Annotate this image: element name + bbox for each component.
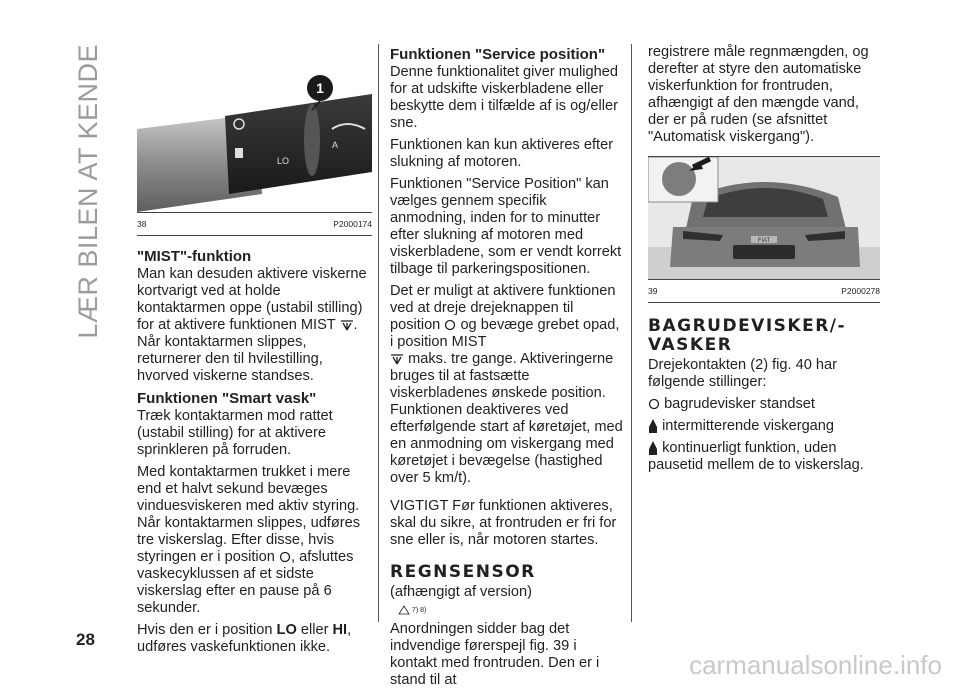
service-position-heading: Funktionen "Service position" bbox=[390, 46, 606, 63]
rear-wiper-item-intermittent: intermitterende viskergang bbox=[648, 418, 880, 435]
smart-wash-p2: Med kontaktarmen trukket i mere end et halvt sekund bevæges vinduesviskeren med aktiv styring. Når kontaktarmen slippes, udføres tre viskerslag. Efter disse, hvis styringen er i position , afsluttes vaskecyklussen af et sidste viskerslag efter en pause på 6 sekunder. bbox=[137, 464, 361, 616]
rear-wiper-heading: BAGRUDEVISKER/-VASKER bbox=[648, 316, 847, 355]
service-p3: Funktionen "Service Position" kan vælges gennem specifik anmodning, inden for to minutter efter slukning af motoren med viskerbladene, som er vendt korrekt tilbage til parkeringspositionen. bbox=[390, 176, 622, 277]
figure-39 bbox=[648, 156, 880, 280]
wiper-stalk-image bbox=[137, 44, 372, 212]
column-divider-2 bbox=[631, 44, 632, 622]
off-position-icon bbox=[444, 319, 456, 331]
off-position-icon bbox=[648, 398, 660, 410]
smart-wash-heading: Funktionen "Smart vask" bbox=[137, 390, 317, 407]
rear-wiper-item-off: bagrudevisker standset bbox=[648, 396, 880, 413]
rain-sensor-version: (afhængigt af version) bbox=[390, 584, 532, 600]
service-p4: Det er muligt at aktivere funktionen ved at dreje drejeknappen til position og bevæge grebet opad, i position MIST maks. tre gange. Aktiveringerne bruges til at fastsætte viskerbladenes ønskede position. Funktionen deaktiveres ved efterfølgende start af køretøjet, med en anmodning om viskergang med køretøjet i bevægelse (hastighed over 5 km/t). bbox=[390, 283, 623, 486]
column-1 bbox=[137, 44, 372, 661]
page-number: 28 bbox=[76, 630, 95, 649]
mist-icon bbox=[340, 319, 354, 331]
svg-text:FIAT: FIAT bbox=[757, 238, 771, 244]
figure-38-caption: 38 P2000174 bbox=[137, 213, 372, 236]
mist-icon bbox=[390, 353, 404, 365]
car-front-image bbox=[648, 157, 880, 279]
footer-watermark: carmanualsonline.info bbox=[689, 650, 942, 680]
mist-heading: "MIST"-funktion bbox=[137, 248, 252, 265]
rain-sensor-p2: registrere måle regnmængden, og derefter at styre den automatiske viskerfunktion for frontruden, afhængigt af den mængde vand, der er på ruden (se afsnittet "Automatisk viskergang"). bbox=[648, 44, 869, 145]
intermittent-icon bbox=[648, 418, 658, 434]
rain-sensor-p1: Anordningen sidder bag det indvendige førerspejl fig. 39 i kontakt med frontruden. Den er i stand til at bbox=[390, 621, 600, 688]
svg-text:LO: LO bbox=[277, 156, 290, 166]
figure-39-caption: 39 P2000278 bbox=[648, 280, 880, 303]
rain-sensor-heading: REGNSENSOR bbox=[390, 562, 536, 582]
service-p1: Denne funktionalitet giver mulighed for at udskifte viskerbladene eller beskytte dem i tilfælde af is og/eller sne. bbox=[390, 64, 618, 131]
service-p2: Funktionen kan kun aktiveres efter slukning af motoren. bbox=[390, 137, 614, 170]
svg-text:1: 1 bbox=[316, 80, 324, 96]
smart-wash-p1: Træk kontaktarmen mod rattet (ustabil stilling) for at aktivere sprinkleren på forruden. bbox=[137, 408, 333, 458]
figure-38 bbox=[137, 44, 372, 213]
rear-wiper-item-continuous: kontinuerligt funktion, uden pausetid mellem de to viskerslag. bbox=[648, 440, 864, 473]
warning-refs: 7) 8) bbox=[398, 602, 623, 619]
off-position-icon bbox=[279, 551, 291, 563]
mist-paragraph: Man kan desuden aktivere viskerne kortvarigt ved at holde kontaktarmen oppe (ustabil stilling) for at aktivere funktionen MIST . Når kontaktarmen slippes, returnerer den til hvilestilling, hvorved viskerne standses. bbox=[137, 266, 367, 384]
column-divider-1 bbox=[378, 44, 379, 622]
smart-wash-p3: Hvis den er i position LO eller HI, udføres vaskefunktionen ikke. bbox=[137, 622, 352, 655]
column-2 bbox=[390, 44, 623, 694]
rear-wiper-intro: Drejekontakten (2) fig. 40 har følgende stillinger: bbox=[648, 357, 838, 390]
important-note: VIGTIGT Før funktionen aktiveres, skal du sikre, at frontruden er fri for sne eller is, når motoren startes. bbox=[390, 498, 617, 548]
column-3 bbox=[648, 44, 880, 479]
warning-triangle-icon bbox=[398, 605, 410, 615]
svg-text:A: A bbox=[332, 140, 339, 150]
section-side-title: LÆR BILEN AT KENDE bbox=[72, 44, 103, 339]
continuous-icon bbox=[648, 440, 658, 456]
